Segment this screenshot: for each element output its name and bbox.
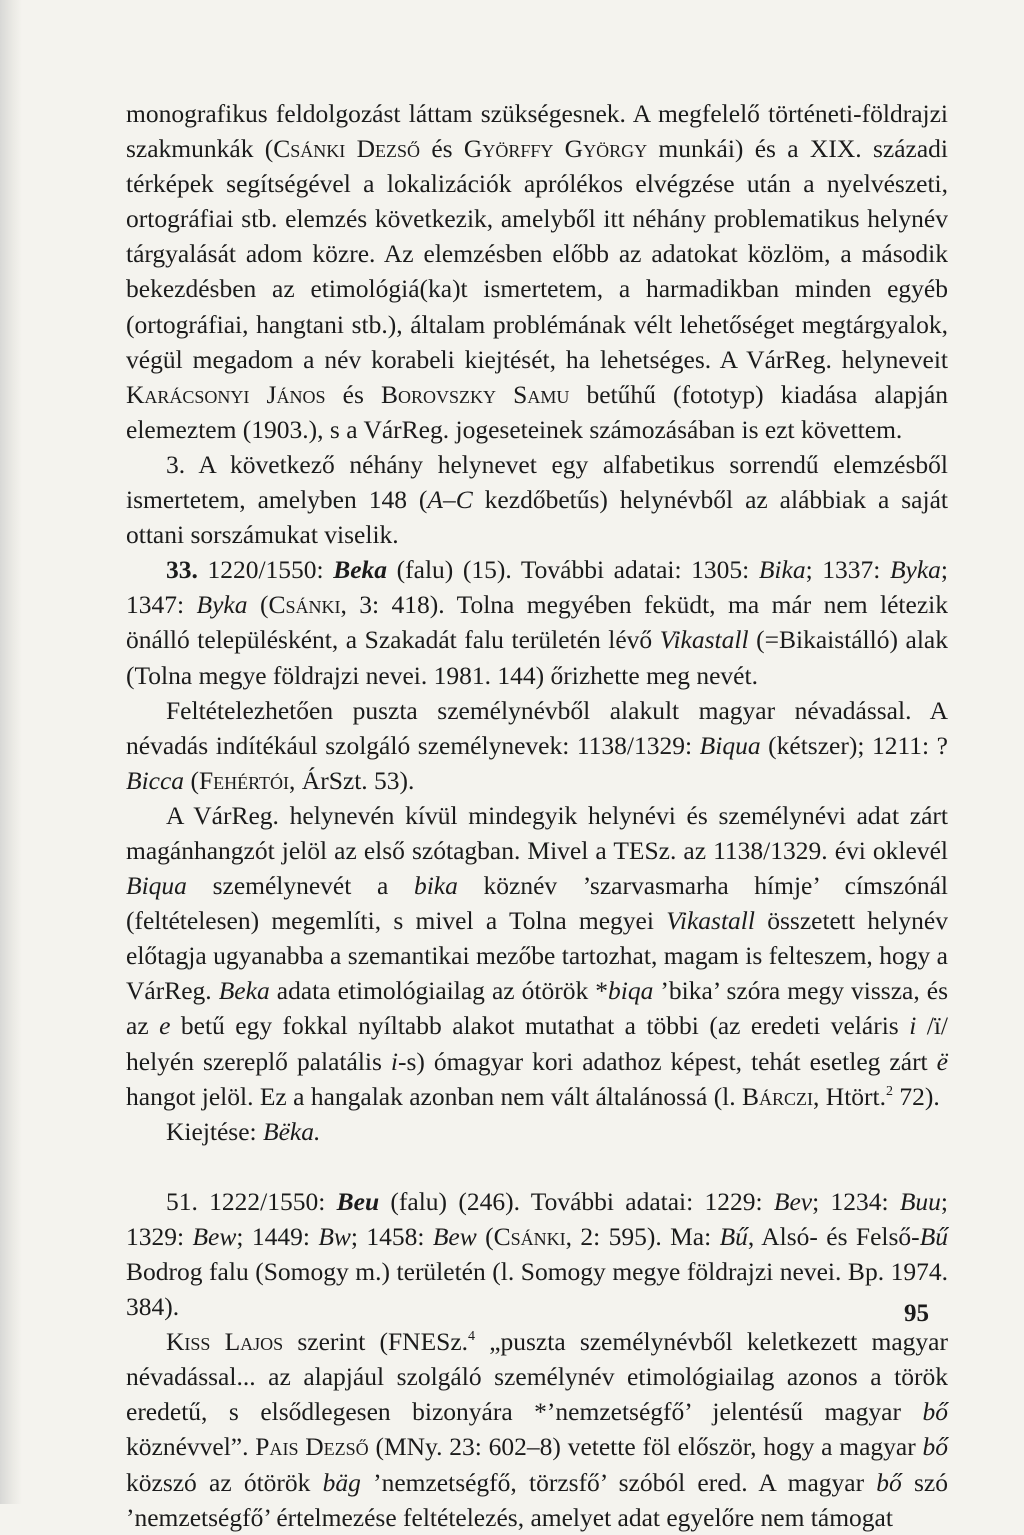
text-run: (kétszer); 1211: ? <box>760 730 949 760</box>
paragraph-analysis-beka <box>126 798 948 1114</box>
text-run: 3. A következő néhány helynevet egy alfabetikus sorrendű elemzésből ismertetem, amelyben 148 ( <box>126 449 948 515</box>
italic-term: i <box>390 1046 399 1076</box>
text-run: hangot jelöl. Ez a hangalak azonban nem vált általánossá (l. <box>126 1081 743 1111</box>
italic-term: Bëka. <box>263 1116 321 1146</box>
text-run: 1220/1550: <box>197 555 334 585</box>
italic-term: Biqua <box>126 871 187 901</box>
italic-term: Bű <box>719 1221 748 1251</box>
text-run: „puszta személynévből keletkezett magyar névadással... az alapjául szolgáló személynév etimológiailag azonos a török eredetű, s elsődlegesen bizonyára *’nemzetségfő’ jelentésű magyar <box>126 1327 948 1427</box>
italic-term: bäg <box>322 1467 361 1497</box>
italic-term: ë <box>936 1046 948 1076</box>
entry-headword: Beka <box>333 555 388 585</box>
text-run: szó ’nemzetségfő’ értelmezése feltételezés, amelyet adat egyelőre nem támogat <box>126 1467 948 1532</box>
italic-term: bika <box>413 871 458 901</box>
text-run: kezdőbetűs) helynévből az alábbiak a saját ottani sorszámukat viselik. <box>126 485 948 550</box>
author-name: Csánki <box>493 1221 566 1251</box>
text-run: személynevét a <box>186 871 414 901</box>
text-run: monografikus feldolgozást láttam szükségesnek. A megfelelő történeti-földrajzi szakmunkák ( <box>126 99 948 164</box>
italic-term: Biqua <box>699 730 761 760</box>
italic-term: Vikastall <box>666 906 755 936</box>
italic-term: Vikastall <box>659 625 749 655</box>
page-body <box>126 96 948 1535</box>
italic-term: Bicca <box>126 765 185 795</box>
text-run: és <box>325 379 382 409</box>
italic-term: Bev <box>773 1186 813 1216</box>
author-name: Fehértói <box>198 765 290 795</box>
author-name: Csánki Dezső <box>273 134 421 164</box>
text-run: Bodrog falu (Somogy m.) területén (l. Somogy megye földrajzi nevei. Bp. 1974. 384). <box>126 1257 948 1322</box>
author-name: Bárczi <box>742 1081 814 1111</box>
text-run: ; 1458: <box>350 1221 433 1251</box>
text-run: A VárReg. helynevén kívül mindegyik helynévi és személynévi adat zárt magánhangzót jelöl az első szótagban. Mivel a TESz. az 1138/1329. évi oklevél <box>126 800 948 865</box>
text-run: ; 1329: <box>126 1186 949 1251</box>
text-run: (=Bikaistálló) alak (Tolna megye földrajzi nevei. 1981. 144) őrizhette meg nevét. <box>126 625 949 690</box>
text-run: 72). <box>893 1081 940 1111</box>
page-number: 95 <box>904 1300 929 1327</box>
text-run: (MNy. 23: 602–8) vetette föl először, hogy a magyar <box>368 1432 923 1462</box>
edition-superscript: 4 <box>468 1329 476 1345</box>
text-run: Feltételezhetően puszta személynévből alakult magyar névadással. A névadás indítékául szolgáló személynevek: 1138/1329: <box>126 695 948 760</box>
author-name: Pais Dezső <box>255 1432 369 1462</box>
entry-51 <box>126 1184 948 1324</box>
text-run: betű egy fokkal nyíltabb alakot mutathat a többi (az eredeti veláris <box>170 1011 910 1041</box>
text-run: ; 1449: <box>236 1221 319 1251</box>
edition-superscript: 2 <box>886 1083 893 1099</box>
italic-term: A–C <box>427 485 473 515</box>
text-run: ; 1337: <box>805 555 890 585</box>
italic-term: Bika <box>758 555 806 585</box>
italic-term: Bew <box>192 1221 237 1251</box>
text-run: ( <box>184 765 199 795</box>
text-run: ; 1234: <box>812 1186 900 1216</box>
text-run: ’nemzetségfő, törzsfő’ szóból ered. A magyar <box>360 1467 877 1497</box>
text-run: 1222/1550: <box>197 1186 337 1216</box>
italic-term: i <box>909 1011 917 1041</box>
paragraph-pronunciation-beka <box>126 1114 948 1149</box>
italic-term: Byka <box>196 590 248 620</box>
text-run: szerint (FNESz. <box>283 1327 469 1357</box>
text-run: , 3: 418). Tolna megyében feküdt, ma már nem létezik önálló településként, a Szakadát falu területén lévő <box>126 590 948 655</box>
italic-term: bő <box>922 1397 948 1427</box>
author-name: Borovszky Samu <box>381 379 570 409</box>
italic-term: Bew <box>432 1221 477 1251</box>
italic-term: Byka <box>889 555 941 585</box>
italic-term: Bű <box>919 1221 949 1251</box>
paragraph-etymology-beka <box>126 693 948 798</box>
text-run: (falu) (15). További adatai: 1305: <box>387 555 759 585</box>
entry-number: 33. <box>166 555 198 585</box>
text-run: köznév ’szarvasmarha hímje’ címszónál (feltételesen) megemlíti, s mivel a Tolna megyei <box>126 871 949 936</box>
italic-term: bő <box>922 1432 948 1462</box>
author-name: Karácsonyi János <box>126 379 326 409</box>
text-run: (falu) (246). További adatai: 1229: <box>379 1186 774 1216</box>
italic-term: Beka <box>218 976 270 1006</box>
text-run: és <box>420 134 464 164</box>
text-run: /ï/ helyén szereplő palatális <box>126 1011 948 1076</box>
text-run: Kiejtése: <box>166 1116 264 1146</box>
text-run: , 2: 595). Ma: <box>565 1221 720 1251</box>
paragraph-etymology-beu <box>126 1324 948 1535</box>
italic-term: Bw <box>318 1221 351 1251</box>
text-run: , ÁrSzt. 53). <box>289 765 415 795</box>
entry-33 <box>126 552 948 692</box>
text-run: köznévvel”. <box>126 1432 256 1462</box>
italic-term: Buu <box>899 1186 941 1216</box>
text-run: , Htört. <box>813 1081 886 1111</box>
text-run: ( <box>476 1221 494 1251</box>
text-run: ; 1347: <box>126 555 949 620</box>
author-name: Kiss Lajos <box>166 1327 284 1357</box>
author-name: Györffy György <box>463 134 648 164</box>
italic-term: e <box>159 1011 171 1041</box>
entry-number: 51. <box>166 1186 198 1216</box>
binding-shadow <box>0 0 22 1504</box>
text-run: betűhű (fototyp) kiadása alapján elemeztem (1903.), s a VárReg. jogeseteinek számozásában is ezt követtem. <box>126 379 949 444</box>
text-run: -s) ómagyar kori adathoz képest, tehát esetleg zárt <box>398 1046 937 1076</box>
text-run: összetett helynév előtagja ugyanabba a szemantikai mezőbe tartozhat, magam is felteszem, hogy a VárReg. <box>126 906 948 1006</box>
text-run: adata etimológiailag az ótörök * <box>269 976 609 1006</box>
text-run: ’bika’ szóra megy vissza, és az <box>126 976 948 1041</box>
italic-term: biqa <box>608 976 654 1006</box>
author-name: Csánki <box>268 590 341 620</box>
text-run: munkái) és a XIX. századi térképek segítségével a lokalizációk aprólékos elvégzése után a nyelvészeti, ortográfiai stb. elemzés következik, amelyből itt néhány problematikus helynév tárgyalását adom közre. Az elemzésben előbb az adatokat közlöm, a második bekezdésben az etimológiá(ka)t ismertetem, a harmadikban minden egyéb (ortográfiai, hangtani stb.), általam problémának vélt lehetőséget megtárgyalok, végül megadom a név korabeli kiejtését, ha lehetséges. A VárReg. helyneveit <box>126 134 948 374</box>
paragraph-intro <box>126 96 948 447</box>
italic-term: bő <box>876 1467 902 1497</box>
entry-headword: Beu <box>336 1186 380 1216</box>
text-run: , Alsó- és Felső- <box>747 1221 920 1251</box>
text-run: ( <box>247 590 269 620</box>
paragraph-section-3 <box>126 447 948 552</box>
text-run: közszó az ótörök <box>126 1467 323 1497</box>
